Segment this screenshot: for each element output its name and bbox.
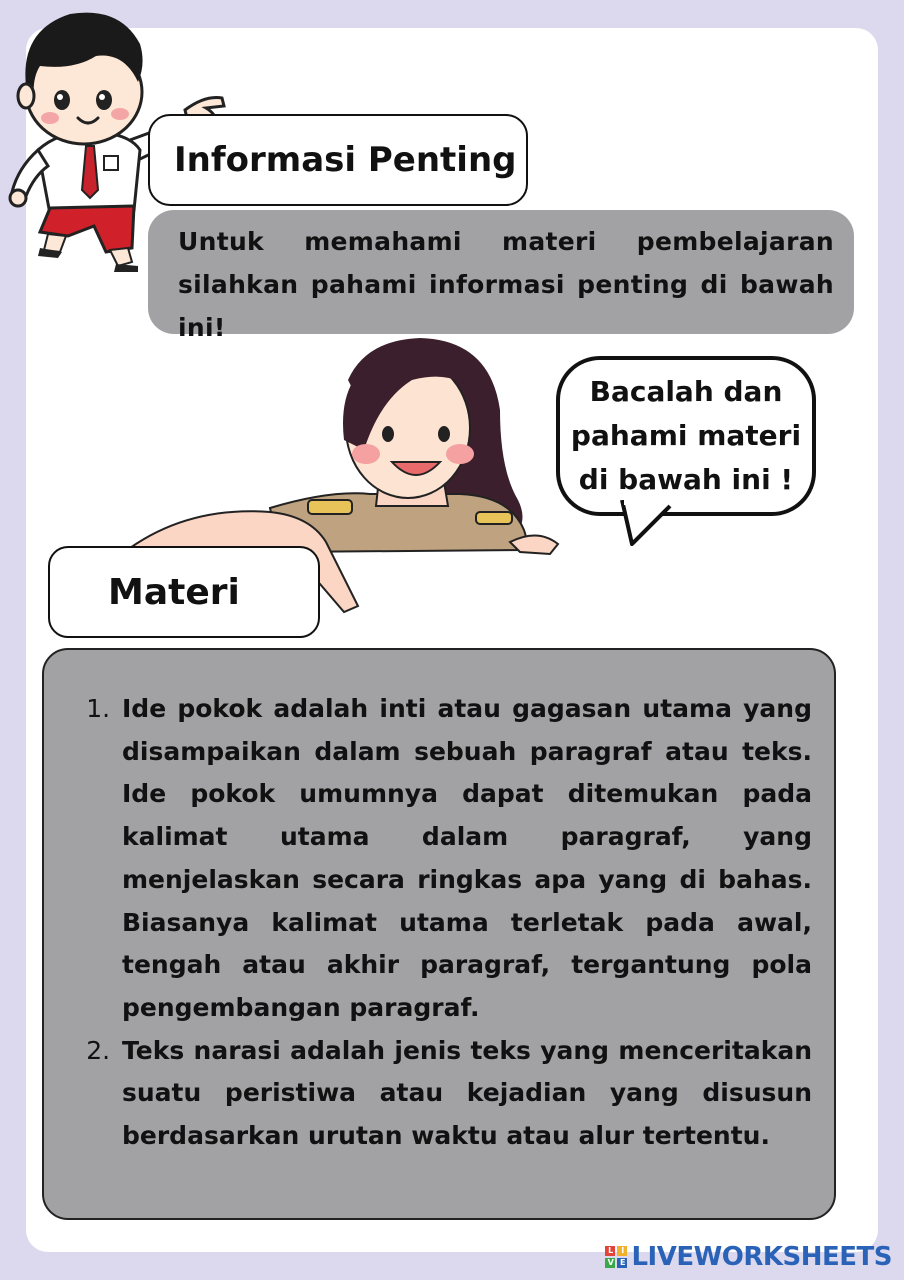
speech-bubble-tail (618, 500, 678, 548)
liveworksheets-logo[interactable] (605, 1242, 892, 1272)
speech-bubble-text: Bacalah dan pahami materi di bawah ini ! (570, 375, 802, 496)
materi-list (84, 688, 812, 1158)
brand-text: LIVEWORKSHEETS (631, 1242, 892, 1272)
materi-heading: Materi (48, 546, 320, 638)
speech-bubble (556, 356, 816, 516)
list-item: 2. Teks narasi adalah jenis teks yang menceritakan suatu peristiwa atau kejadian yang disusun berdasarkan urutan waktu atau alur tertentu. (118, 1030, 812, 1158)
info-title: Informasi Penting (148, 114, 528, 206)
intro-text: Untuk memahami materi pembelajaran silahkan pahami informasi penting di bawah ini! (148, 210, 854, 334)
materi-content (42, 648, 836, 1220)
list-item: 1. Ide pokok adalah inti atau gagasan utama yang disampaikan dalam sebuah paragraf atau teks. Ide pokok umumnya dapat ditemukan pada kalimat utama dalam paragraf, yang menjelaskan secara ringkas apa yang di bahas. Biasanya kalimat utama terletak pada awal, tengah atau akhir paragraf, tergantung pola pengembangan paragraf. (118, 688, 812, 1030)
brand-logo-icon: L I V E (605, 1246, 627, 1268)
